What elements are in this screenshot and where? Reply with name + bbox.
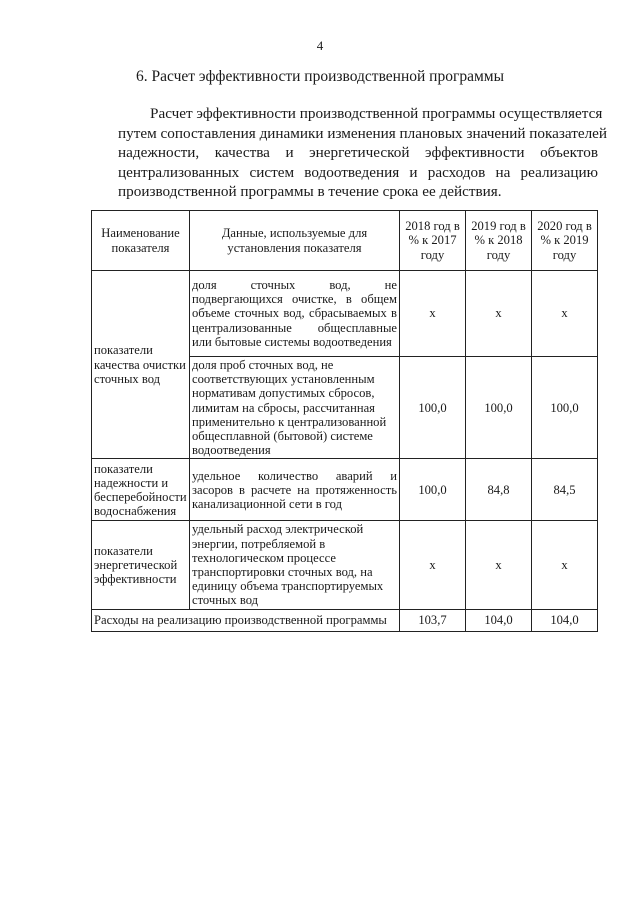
row-value-2018: 100,0 [400,459,466,521]
row-desc: удельное количество аварий и засоров в расчете на протяженность канализационной сети в год [190,459,400,521]
row-value-2020: 100,0 [532,357,598,459]
row-desc: доля сточных вод, не подвергающихся очистке, в общем объеме сточных вод, сбрасываемых в централизованные общесплавные или бытовые системы водоотведения [190,271,400,357]
intro-line: путем сопоставления динамики изменения плановых значений показателей [118,124,608,142]
intro-paragraph [118,104,608,202]
section-heading: 6. Расчет эффективности производственной программы [136,68,504,85]
group-energy: показатели энергетической эффективности [92,521,190,609]
row-value-2020: х [532,271,598,357]
row-value-2018: х [400,271,466,357]
row-desc: доля проб сточных вод, не соответствующих установленным нормативам допустимых сбросов, лимитам на сбросы, рассчитанная применительно к централизованной общесплавной (бытовой) системе водоотведения [190,357,400,459]
table-row [92,521,598,609]
group-reliability: показатели надежности и бесперебойности водоснабжения [92,459,190,521]
row-value-2018: х [400,521,466,609]
total-label: Расходы на реализацию производственной программы [92,609,400,631]
table-row [92,271,598,357]
intro-line: надежности, качества и энергетической эффективности объектов [118,144,598,161]
total-value-2019: 104,0 [466,609,532,631]
efficiency-table [91,210,598,632]
row-value-2018: 100,0 [400,357,466,459]
intro-line: производственной программы в течение срока ее действия. [118,183,502,200]
row-value-2019: 84,8 [466,459,532,521]
row-value-2019: х [466,271,532,357]
intro-line: Расчет эффективности производственной программы осуществляется [150,105,603,122]
total-value-2020: 104,0 [532,609,598,631]
group-quality: показатели качества очистки сточных вод [92,271,190,459]
header-2018: 2018 год в % к 2017 году [400,211,466,271]
row-value-2019: х [466,521,532,609]
header-name: Наименование показателя [92,211,190,271]
total-value-2018: 103,7 [400,609,466,631]
intro-line: централизованных систем водоотведения и расходов на реализацию [118,163,598,181]
row-value-2020: 84,5 [532,459,598,521]
table-total-row [92,609,598,631]
table-row [92,459,598,521]
row-value-2019: 100,0 [466,357,532,459]
page-number: 4 [316,38,324,53]
table-header-row [92,211,598,271]
header-2020: 2020 год в % к 2019 году [532,211,598,271]
header-2019: 2019 год в % к 2018 году [466,211,532,271]
header-data: Данные, используемые для установления показателя [190,211,400,271]
row-desc: удельный расход электрической энергии, потребляемой в технологическом процессе транспортировки сточных вод, на единицу объема транспортируемых сточных вод [190,521,400,609]
row-value-2020: х [532,521,598,609]
